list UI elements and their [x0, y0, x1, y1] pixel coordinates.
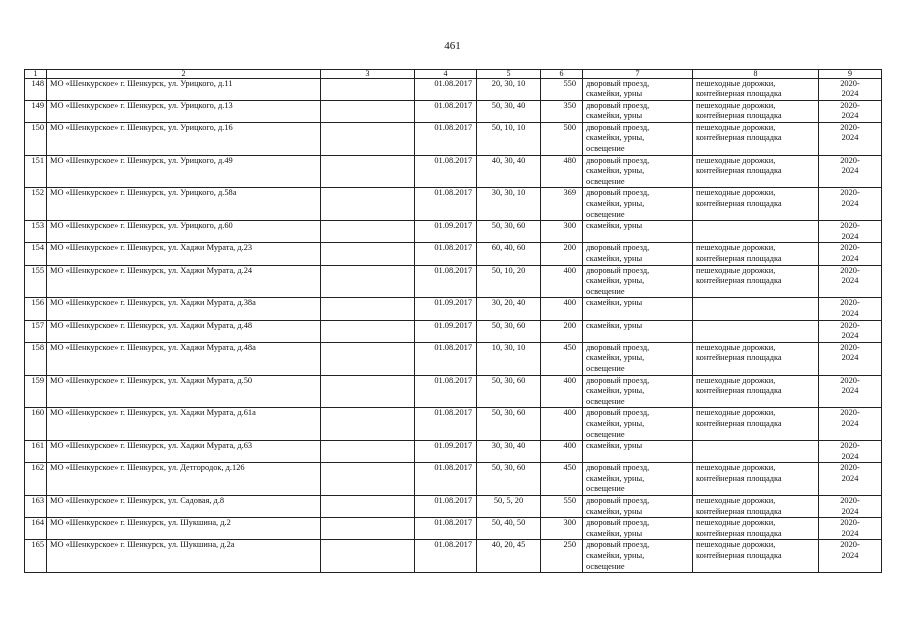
value-cell: 369 — [541, 188, 583, 221]
address-cell: МО «Шенкурское» г. Шенкурск, ул. Шукшина, д.2а — [47, 540, 321, 573]
extra-works-cell: пешеходные дорожки, контейнерная площадка — [693, 342, 819, 375]
years-cell: 2020- 2024 — [819, 441, 882, 463]
header-cell: 4 — [415, 70, 477, 79]
dimensions-cell: 30, 30, 10 — [477, 188, 541, 221]
years-cell: 2020- 2024 — [819, 221, 882, 243]
works-cell: дворовый проезд, скамейки, урны — [583, 78, 693, 100]
table-row — [25, 408, 882, 441]
value-cell: 400 — [541, 375, 583, 408]
works-cell: дворовый проезд, скамейки, урны, освещение — [583, 188, 693, 221]
date-cell: 01.09.2017 — [415, 441, 477, 463]
extra-works-cell: пешеходные дорожки, контейнерная площадка — [693, 463, 819, 496]
address-cell: МО «Шенкурское» г. Шенкурск, ул. Хаджи Мурата, д.24 — [47, 265, 321, 298]
extra-works-cell: пешеходные дорожки, контейнерная площадка — [693, 100, 819, 122]
years-cell: 2020- 2024 — [819, 540, 882, 573]
column-3-cell — [321, 463, 415, 496]
date-cell: 01.08.2017 — [415, 540, 477, 573]
column-3-cell — [321, 155, 415, 188]
table-row — [25, 155, 882, 188]
extra-works-cell: пешеходные дорожки, контейнерная площадка — [693, 265, 819, 298]
column-3-cell — [321, 518, 415, 540]
row-number: 155 — [25, 265, 47, 298]
dimensions-cell: 50, 5, 20 — [477, 496, 541, 518]
works-cell: скамейки, урны — [583, 298, 693, 320]
years-cell: 2020- 2024 — [819, 320, 882, 342]
table-row — [25, 298, 882, 320]
extra-works-cell: пешеходные дорожки, контейнерная площадка — [693, 122, 819, 155]
date-cell: 01.09.2017 — [415, 320, 477, 342]
table-row — [25, 518, 882, 540]
value-cell: 400 — [541, 298, 583, 320]
column-3-cell — [321, 540, 415, 573]
table-row — [25, 375, 882, 408]
years-cell: 2020- 2024 — [819, 342, 882, 375]
column-3-cell — [321, 441, 415, 463]
row-number: 157 — [25, 320, 47, 342]
dimensions-cell: 50, 30, 60 — [477, 463, 541, 496]
column-3-cell — [321, 320, 415, 342]
extra-works-cell: пешеходные дорожки, контейнерная площадка — [693, 496, 819, 518]
address-cell: МО «Шенкурское» г. Шенкурск, ул. Хаджи Мурата, д.48 — [47, 320, 321, 342]
value-cell: 300 — [541, 518, 583, 540]
address-cell: МО «Шенкурское» г. Шенкурск, ул. Урицкого, д.58а — [47, 188, 321, 221]
header-cell: 2 — [47, 70, 321, 79]
works-cell: дворовый проезд, скамейки, урны, освещение — [583, 122, 693, 155]
address-cell: МО «Шенкурское» г. Шенкурск, ул. Хаджи Мурата, д.63 — [47, 441, 321, 463]
years-cell: 2020- 2024 — [819, 375, 882, 408]
value-cell: 400 — [541, 441, 583, 463]
extra-works-cell: пешеходные дорожки, контейнерная площадка — [693, 188, 819, 221]
table-row — [25, 243, 882, 265]
dimensions-cell: 50, 30, 60 — [477, 408, 541, 441]
extra-works-cell: пешеходные дорожки, контейнерная площадка — [693, 518, 819, 540]
value-cell: 300 — [541, 221, 583, 243]
column-3-cell — [321, 265, 415, 298]
years-cell: 2020- 2024 — [819, 100, 882, 122]
table-row — [25, 463, 882, 496]
address-cell: МО «Шенкурское» г. Шенкурск, ул. Урицкого, д.60 — [47, 221, 321, 243]
dimensions-cell: 50, 30, 60 — [477, 375, 541, 408]
table-row — [25, 540, 882, 573]
value-cell: 450 — [541, 342, 583, 375]
works-cell: дворовый проезд, скамейки, урны, освещение — [583, 375, 693, 408]
column-3-cell — [321, 78, 415, 100]
row-number: 164 — [25, 518, 47, 540]
address-cell: МО «Шенкурское» г. Шенкурск, ул. Урицкого, д.49 — [47, 155, 321, 188]
date-cell: 01.08.2017 — [415, 188, 477, 221]
date-cell: 01.09.2017 — [415, 221, 477, 243]
row-number: 149 — [25, 100, 47, 122]
row-number: 156 — [25, 298, 47, 320]
date-cell: 01.08.2017 — [415, 100, 477, 122]
table-row — [25, 100, 882, 122]
table-row — [25, 221, 882, 243]
row-number: 150 — [25, 122, 47, 155]
row-number: 154 — [25, 243, 47, 265]
dimensions-cell: 30, 20, 40 — [477, 298, 541, 320]
dimensions-cell: 50, 30, 40 — [477, 100, 541, 122]
dimensions-cell: 50, 30, 60 — [477, 221, 541, 243]
row-number: 163 — [25, 496, 47, 518]
extra-works-cell — [693, 221, 819, 243]
address-cell: МО «Шенкурское» г. Шенкурск, ул. Хаджи Мурата, д.50 — [47, 375, 321, 408]
extra-works-cell: пешеходные дорожки, контейнерная площадка — [693, 408, 819, 441]
years-cell: 2020- 2024 — [819, 243, 882, 265]
extra-works-cell: пешеходные дорожки, контейнерная площадка — [693, 243, 819, 265]
row-number: 148 — [25, 78, 47, 100]
header-cell: 8 — [693, 70, 819, 79]
date-cell: 01.08.2017 — [415, 518, 477, 540]
row-number: 160 — [25, 408, 47, 441]
column-3-cell — [321, 375, 415, 408]
years-cell: 2020- 2024 — [819, 518, 882, 540]
address-cell: МО «Шенкурское» г. Шенкурск, ул. Садовая, д.8 — [47, 496, 321, 518]
years-cell: 2020- 2024 — [819, 298, 882, 320]
works-cell: дворовый проезд, скамейки, урны, освещение — [583, 265, 693, 298]
value-cell: 450 — [541, 463, 583, 496]
date-cell: 01.08.2017 — [415, 122, 477, 155]
works-cell: дворовый проезд, скамейки, урны, освещение — [583, 408, 693, 441]
value-cell: 250 — [541, 540, 583, 573]
dimensions-cell: 50, 10, 10 — [477, 122, 541, 155]
date-cell: 01.08.2017 — [415, 78, 477, 100]
dimensions-cell: 30, 30, 40 — [477, 441, 541, 463]
header-cell: 9 — [819, 70, 882, 79]
value-cell: 550 — [541, 78, 583, 100]
page-number: 461 — [444, 40, 461, 52]
table-row — [25, 188, 882, 221]
works-cell: скамейки, урны — [583, 221, 693, 243]
works-cell: скамейки, урны — [583, 320, 693, 342]
years-cell: 2020- 2024 — [819, 265, 882, 298]
years-cell: 2020- 2024 — [819, 188, 882, 221]
dimensions-cell: 40, 30, 40 — [477, 155, 541, 188]
years-cell: 2020- 2024 — [819, 122, 882, 155]
years-cell: 2020- 2024 — [819, 408, 882, 441]
works-cell: дворовый проезд, скамейки, урны — [583, 100, 693, 122]
extra-works-cell — [693, 320, 819, 342]
value-cell: 400 — [541, 265, 583, 298]
dimensions-cell: 40, 20, 45 — [477, 540, 541, 573]
dimensions-cell: 50, 40, 50 — [477, 518, 541, 540]
extra-works-cell: пешеходные дорожки, контейнерная площадка — [693, 155, 819, 188]
header-cell: 7 — [583, 70, 693, 79]
column-3-cell — [321, 298, 415, 320]
column-3-cell — [321, 100, 415, 122]
address-cell: МО «Шенкурское» г. Шенкурск, ул. Урицкого, д.13 — [47, 100, 321, 122]
column-3-cell — [321, 122, 415, 155]
column-3-cell — [321, 221, 415, 243]
date-cell: 01.08.2017 — [415, 496, 477, 518]
extra-works-cell: пешеходные дорожки, контейнерная площадка — [693, 540, 819, 573]
extra-works-cell: пешеходные дорожки, контейнерная площадка — [693, 78, 819, 100]
date-cell: 01.08.2017 — [415, 375, 477, 408]
column-3-cell — [321, 496, 415, 518]
row-number: 151 — [25, 155, 47, 188]
row-number: 161 — [25, 441, 47, 463]
column-3-cell — [321, 342, 415, 375]
date-cell: 01.08.2017 — [415, 463, 477, 496]
dimensions-cell: 10, 30, 10 — [477, 342, 541, 375]
table-row — [25, 265, 882, 298]
value-cell: 480 — [541, 155, 583, 188]
date-cell: 01.09.2017 — [415, 298, 477, 320]
works-cell: дворовый проезд, скамейки, урны — [583, 243, 693, 265]
row-number: 162 — [25, 463, 47, 496]
table-row — [25, 342, 882, 375]
works-cell: скамейки, урны — [583, 441, 693, 463]
table-row — [25, 78, 882, 100]
address-cell: МО «Шенкурское» г. Шенкурск, ул. Хаджи Мурата, д.23 — [47, 243, 321, 265]
works-cell: дворовый проезд, скамейки, урны, освещение — [583, 540, 693, 573]
works-cell: дворовый проезд, скамейки, урны, освещение — [583, 155, 693, 188]
table-row — [25, 122, 882, 155]
row-number: 152 — [25, 188, 47, 221]
address-cell: МО «Шенкурское» г. Шенкурск, ул. Детгородок, д.126 — [47, 463, 321, 496]
address-cell: МО «Шенкурское» г. Шенкурск, ул. Урицкого, д.11 — [47, 78, 321, 100]
table-row — [25, 496, 882, 518]
column-3-cell — [321, 408, 415, 441]
column-3-cell — [321, 243, 415, 265]
address-cell: МО «Шенкурское» г. Шенкурск, ул. Хаджи Мурата, д.61а — [47, 408, 321, 441]
extra-works-cell — [693, 441, 819, 463]
works-cell: дворовый проезд, скамейки, урны — [583, 496, 693, 518]
column-3-cell — [321, 188, 415, 221]
header-cell: 3 — [321, 70, 415, 79]
value-cell: 400 — [541, 408, 583, 441]
row-number: 158 — [25, 342, 47, 375]
row-number: 165 — [25, 540, 47, 573]
table-row — [25, 320, 882, 342]
date-cell: 01.08.2017 — [415, 408, 477, 441]
address-cell: МО «Шенкурское» г. Шенкурск, ул. Урицкого, д.16 — [47, 122, 321, 155]
extra-works-cell — [693, 298, 819, 320]
value-cell: 200 — [541, 320, 583, 342]
header-cell: 5 — [477, 70, 541, 79]
years-cell: 2020- 2024 — [819, 463, 882, 496]
works-cell: дворовый проезд, скамейки, урны, освещение — [583, 463, 693, 496]
address-cell: МО «Шенкурское» г. Шенкурск, ул. Шукшина, д.2 — [47, 518, 321, 540]
address-cell: МО «Шенкурское» г. Шенкурск, ул. Хаджи Мурата, д.38а — [47, 298, 321, 320]
date-cell: 01.08.2017 — [415, 265, 477, 298]
value-cell: 350 — [541, 100, 583, 122]
row-number: 153 — [25, 221, 47, 243]
dimensions-cell: 60, 40, 60 — [477, 243, 541, 265]
years-cell: 2020- 2024 — [819, 496, 882, 518]
years-cell: 2020- 2024 — [819, 155, 882, 188]
header-cell: 1 — [25, 70, 47, 79]
date-cell: 01.08.2017 — [415, 342, 477, 375]
works-cell: дворовый проезд, скамейки, урны, освещение — [583, 342, 693, 375]
date-cell: 01.08.2017 — [415, 155, 477, 188]
years-cell: 2020- 2024 — [819, 78, 882, 100]
works-cell: дворовый проезд, скамейки, урны — [583, 518, 693, 540]
value-cell: 200 — [541, 243, 583, 265]
header-row — [25, 70, 882, 79]
row-number: 159 — [25, 375, 47, 408]
dimensions-cell: 50, 30, 60 — [477, 320, 541, 342]
date-cell: 01.08.2017 — [415, 243, 477, 265]
dimensions-cell: 20, 30, 10 — [477, 78, 541, 100]
header-cell: 6 — [541, 70, 583, 79]
value-cell: 550 — [541, 496, 583, 518]
address-cell: МО «Шенкурское» г. Шенкурск, ул. Хаджи Мурата, д.48а — [47, 342, 321, 375]
table-row — [25, 441, 882, 463]
registry-table — [24, 69, 882, 573]
dimensions-cell: 50, 10, 20 — [477, 265, 541, 298]
extra-works-cell: пешеходные дорожки, контейнерная площадка — [693, 375, 819, 408]
value-cell: 500 — [541, 122, 583, 155]
